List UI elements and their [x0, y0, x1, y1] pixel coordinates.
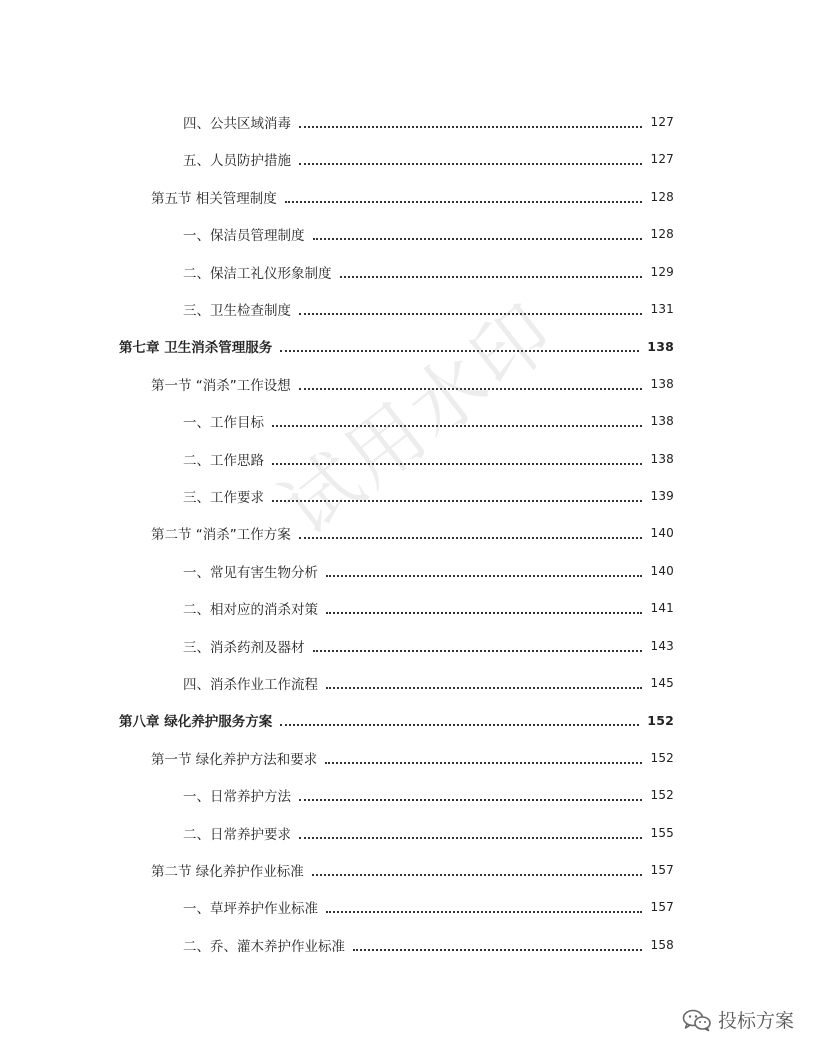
toc-page-number: 155	[650, 825, 674, 840]
toc-subsection-entry[interactable]	[183, 111, 674, 133]
toc-subsection-entry[interactable]	[183, 223, 674, 245]
toc-section-entry[interactable]	[151, 186, 674, 208]
toc-subsection-entry[interactable]	[183, 635, 674, 657]
toc-entry-label: 一、常见有害生物分析	[183, 564, 318, 581]
toc-dot-leader	[326, 575, 642, 577]
toc-entry-label: 一、工作目标	[183, 415, 264, 432]
toc-dot-leader	[326, 687, 642, 689]
toc-page-number: 139	[650, 489, 674, 503]
toc-page-number: 138	[650, 451, 674, 466]
toc-entry-label: 第二节 绿化养护作业标准	[151, 864, 304, 880]
toc-subsection-entry[interactable]	[183, 934, 674, 956]
toc-subsection-entry[interactable]	[183, 597, 674, 619]
toc-page-number: 157	[650, 900, 674, 915]
toc-page-number: 138	[650, 414, 674, 429]
toc-page-number: 152	[647, 712, 674, 728]
toc-dot-leader	[299, 163, 642, 165]
toc-dot-leader	[299, 126, 642, 128]
toc-dot-leader	[299, 837, 642, 839]
toc-entry-label: 第八章 绿化养护服务方案	[119, 714, 273, 731]
toc-page-number: 138	[650, 376, 674, 391]
toc-subsection-entry[interactable]	[183, 896, 674, 918]
toc-entry-label: 二、工作思路	[183, 452, 264, 469]
toc-entry-label: 一、保洁员管理制度	[183, 228, 305, 245]
toc-page-number: 152	[650, 788, 674, 803]
toc-page-number: 131	[650, 302, 674, 316]
toc-entry-label: 四、公共区域消毒	[183, 116, 291, 132]
toc-dot-leader	[313, 238, 643, 240]
toc-entry-label: 三、工作要求	[183, 490, 264, 506]
toc-subsection-entry[interactable]	[183, 148, 674, 170]
toc-subsection-entry[interactable]	[183, 485, 674, 507]
toc-entry-label: 五、人员防护措施	[183, 153, 291, 170]
toc-dot-leader	[326, 911, 642, 913]
toc-page-number: 152	[650, 750, 674, 765]
toc-page-number: 157	[650, 863, 674, 877]
toc-section-entry[interactable]	[151, 747, 674, 769]
wechat-icon	[682, 1008, 712, 1032]
toc-entry-label: 二、相对应的消杀对策	[183, 602, 318, 619]
toc-dot-leader	[340, 276, 643, 278]
toc-entry-label: 第一节 绿化养护方法和要求	[151, 751, 318, 768]
toc-entry-label: 二、乔、灌木养护作业标准	[183, 938, 345, 955]
toc-dot-leader	[353, 949, 642, 951]
toc-entry-label: 二、保洁工礼仪形象制度	[183, 265, 332, 282]
toc-page-number: 143	[650, 638, 674, 653]
toc-entry-label: 一、草坪养护作业标准	[183, 901, 318, 918]
toc-subsection-entry[interactable]	[183, 822, 674, 844]
toc-entry-label: 第二节 “消杀”工作方案	[151, 527, 291, 544]
toc-page-number: 128	[650, 189, 674, 204]
toc-dot-leader	[285, 201, 643, 203]
toc-subsection-entry[interactable]	[183, 784, 674, 806]
toc-dot-leader	[325, 762, 642, 764]
toc-subsection-entry[interactable]	[183, 560, 674, 582]
toc-page-number: 127	[650, 115, 674, 129]
toc-dot-leader	[280, 724, 639, 726]
toc-dot-leader	[312, 874, 643, 876]
toc-page-number: 128	[650, 227, 674, 242]
toc-subsection-entry[interactable]	[183, 672, 674, 694]
toc-entry-label: 一、日常养护方法	[183, 789, 291, 806]
toc-page-number: 129	[650, 264, 674, 279]
toc-dot-leader	[313, 650, 643, 652]
toc-page-number: 145	[650, 676, 674, 690]
watermark: 试用水印	[264, 285, 572, 553]
toc-page-number: 138	[647, 338, 674, 354]
toc-entry-label: 第五节 相关管理制度	[151, 190, 277, 207]
toc-page-number: 158	[650, 937, 674, 952]
toc-entry-label: 三、卫生检查制度	[183, 303, 291, 319]
toc-dot-leader	[326, 612, 642, 614]
toc-dot-leader	[299, 537, 643, 539]
toc-section-entry[interactable]	[151, 859, 674, 881]
toc-subsection-entry[interactable]	[183, 298, 674, 320]
toc-entry-label: 第七章 卫生消杀管理服务	[119, 340, 273, 357]
toc-page-number: 141	[650, 601, 674, 616]
toc-section-entry[interactable]	[151, 522, 674, 544]
toc-chapter-entry[interactable]	[119, 335, 674, 357]
toc-subsection-entry[interactable]	[183, 261, 674, 283]
toc-page-number: 140	[650, 526, 674, 541]
toc-entry-label: 二、日常养护要求	[183, 826, 291, 843]
toc-entry-label: 四、消杀作业工作流程	[183, 677, 318, 693]
toc-dot-leader	[299, 799, 642, 801]
toc-entry-label: 三、消杀药剂及器材	[183, 639, 305, 656]
toc-entry-label: 第一节 “消杀”工作设想	[151, 377, 291, 394]
toc-page-number: 127	[650, 152, 674, 167]
toc-chapter-entry[interactable]	[119, 709, 674, 731]
brand-mark	[682, 1006, 794, 1033]
brand-text: 投标方案	[717, 1010, 794, 1032]
toc-page-number: 140	[650, 563, 674, 578]
